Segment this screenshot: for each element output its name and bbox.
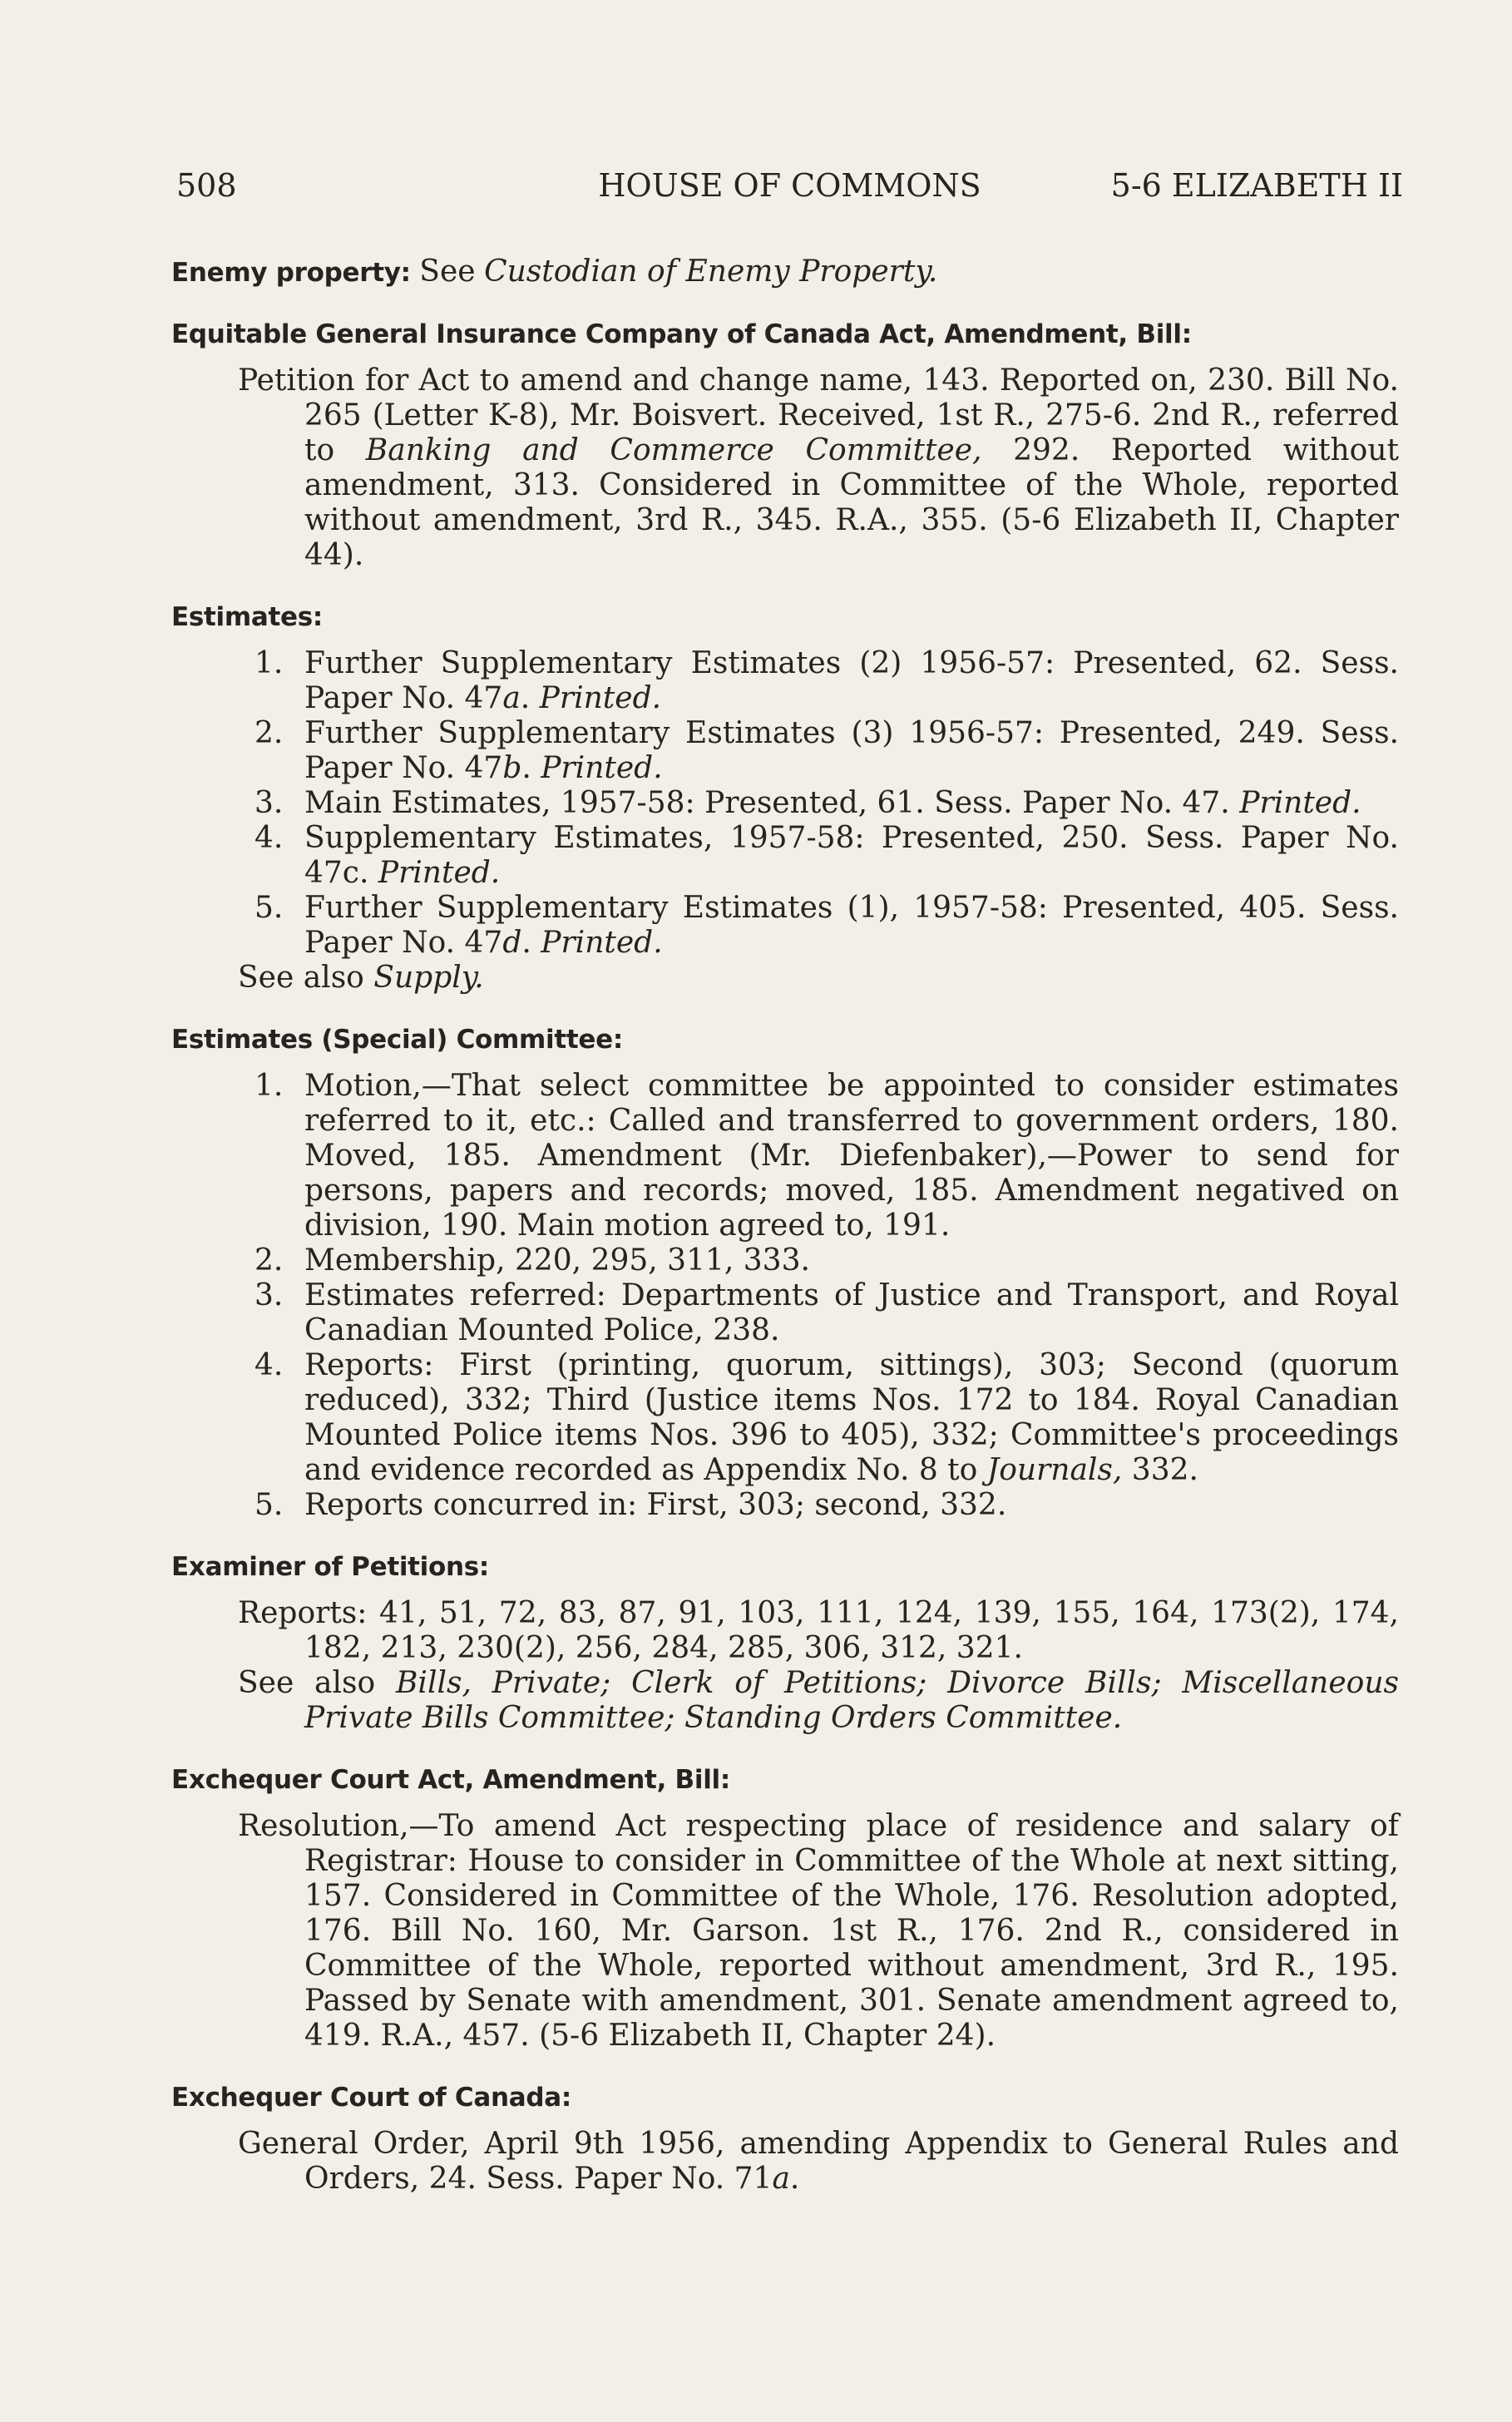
cross-reference: Custodian of Enemy Property. (484, 255, 938, 289)
entry-paragraph: Reports: 41, 51, 72, 83, 87, 91, 103, 111, 124, 139, 155, 164, 173(2), 174, 182, 213, 230(2), 256, 284, 285, 306, 312, 321. (238, 1596, 1399, 1665)
entry-paragraph (238, 2127, 1399, 2197)
item-number: 3. (254, 786, 284, 820)
see-also-label: See also (238, 961, 364, 995)
item-number: 4. (254, 1348, 284, 1382)
entry-heading (171, 255, 1399, 290)
item-number: 2. (254, 716, 284, 750)
see-also-label: See also (238, 1666, 396, 1700)
session-label: 5-6 ELIZABETH II (1110, 167, 1403, 204)
entry-equitable-general-insurance (171, 317, 1399, 573)
entry-heading: Exchequer Court of Canada: (171, 2083, 571, 2113)
item-number: 5. (254, 1488, 284, 1522)
item-text: Further Supplementary Estimates (1), 1957-58: Presented, 405. Sess. Paper No. 47 (304, 891, 1399, 960)
list-item (238, 1243, 1399, 1278)
list-item (238, 1488, 1399, 1523)
heading-text: Enemy property: (171, 258, 411, 288)
item-suffix: a (502, 681, 521, 715)
see-also-line (238, 1666, 1399, 1736)
item-suffix: b (502, 751, 522, 785)
entry-exchequer-court-act (171, 1762, 1399, 2054)
list-item (238, 786, 1399, 821)
see-also-line (238, 961, 1399, 996)
item-italic: Printed. (541, 926, 663, 960)
item-number: 2. (254, 1243, 284, 1278)
item-italic: Journals, (986, 1453, 1123, 1487)
entry-estimates (171, 600, 1399, 996)
item-text: Main Estimates, 1957-58: Presented, 61. Sess. Paper No. 47. (304, 786, 1240, 820)
list-item (238, 646, 1399, 716)
item-text: Further Supplementary Estimates (2) 1956-57: Presented, 62. Sess. Paper No. 47 (304, 646, 1399, 715)
entry-exchequer-court-of-canada (171, 2080, 1399, 2197)
running-title: HOUSE OF COMMONS (598, 167, 981, 204)
entry-estimates-committee (171, 1022, 1399, 1523)
entry-heading: Examiner of Petitions: (171, 1552, 490, 1582)
list-item (238, 1278, 1399, 1348)
cross-reference: Bills, Private; Clerk of Petitions; Divorce Bills; Miscellaneous Private Bills Committee; Standing Orders Committee. (304, 1666, 1399, 1735)
item-suffix: d (502, 926, 522, 960)
item-text: Reports: First (printing, quorum, sittings), 303; Second (quorum reduced), 332; Third (Justice items Nos. 172 to 184. Royal Canadian Mounted Police items Nos. 396 to 405), 332; Committee's proceedings and evidence recorded as Appendix No. 8 to (304, 1348, 1399, 1487)
see-label: See (419, 255, 476, 289)
item-text: Reports concurred in: First, 303; second, 332. (304, 1488, 1007, 1522)
item-suffix: a (772, 2162, 790, 2196)
list-item (238, 821, 1399, 891)
item-number: 1. (254, 1069, 284, 1103)
item-number: 3. (254, 1278, 284, 1312)
list-item (238, 716, 1399, 786)
cross-reference: Supply. (373, 961, 484, 995)
entry-paragraph: Resolution,—To amend Act respecting place of residence and salary of Registrar: House to consider in Committee of the Whole at next sitting, 157. Considered in Committee of the Whole, 176. Resolution adopted, 176. Bill No. 160, Mr. Garson. 1st R., 176. 2nd R., considered in Committee of the Whole, reported without amendment, 3rd R., 195. Passed by Senate with amendment, 301. Senate amendment agreed to, 419. R.A., 457. (5-6 Elizabeth II, Chapter 24). (238, 1809, 1399, 2053)
cross-reference: Banking and Commerce Committee, (365, 433, 982, 467)
page-number: 508 (176, 167, 237, 204)
item-italic: Printed. (1239, 786, 1361, 820)
item-text: . (520, 681, 540, 715)
entry-enemy-property (171, 255, 1399, 290)
item-text: . (521, 926, 541, 960)
entry-heading: Estimates: (171, 602, 323, 632)
paragraph-text: Petition for Act to amend and change name, 143. Reported on, 230. Bill No. 265 (Letter K-8), Mr. Boisvert. Received, 1st R., 275-6. 2nd R., referred to (238, 363, 1399, 467)
item-text: Estimates referred: Departments of Justice and Transport, and Royal Canadian Mounted Police, 238. (304, 1278, 1399, 1347)
list-item (238, 891, 1399, 961)
item-text: Motion,—That select committee be appointed to consider estimates referred to it, etc.: Called and transferred to government orders, 180. Moved, 185. Amendment (Mr. Diefenbaker),—Power to send for persons, papers and records; moved, 185. Amendment negatived on division, 190. Main motion agreed to, 191. (304, 1069, 1399, 1243)
item-number: 1. (254, 646, 284, 680)
item-text: Supplementary Estimates, 1957-58: Presented, 250. Sess. Paper No. 47c. (304, 821, 1399, 890)
item-number: 5. (254, 891, 284, 925)
paragraph-text: 292. Reported without amendment, 313. Considered in Committee of the Whole, reported without amendment, 3rd R., 345. R.A., 355. (5-6 Elizabeth II, Chapter 44). (304, 433, 1400, 572)
item-italic: Printed. (541, 751, 663, 785)
item-italic: Printed. (378, 856, 501, 890)
list-item (238, 1069, 1399, 1243)
item-number: 4. (254, 821, 284, 855)
entry-heading: Equitable General Insurance Company of Canada Act, Amendment, Bill: (171, 319, 1192, 349)
list-item (238, 1348, 1399, 1488)
item-text: Membership, 220, 295, 311, 333. (304, 1243, 810, 1278)
item-italic: Printed. (539, 681, 662, 715)
numbered-list (238, 1069, 1399, 1523)
numbered-list (238, 646, 1399, 961)
entry-examiner-of-petitions (171, 1550, 1399, 1736)
index-content (171, 255, 1399, 2223)
entry-paragraph (238, 363, 1399, 573)
entry-heading: Exchequer Court Act, Amendment, Bill: (171, 1765, 730, 1795)
item-text: 332. (1122, 1453, 1198, 1487)
item-text: Further Supplementary Estimates (3) 1956-57: Presented, 249. Sess. Paper No. 47 (304, 716, 1399, 785)
paragraph-text: General Order, April 9th 1956, amending Appendix to General Rules and Orders, 24. Sess. Paper No. 71 (238, 2127, 1399, 2196)
entry-heading: Estimates (Special) Committee: (171, 1025, 623, 1055)
item-text: . (521, 751, 541, 785)
paragraph-text: . (789, 2162, 800, 2196)
